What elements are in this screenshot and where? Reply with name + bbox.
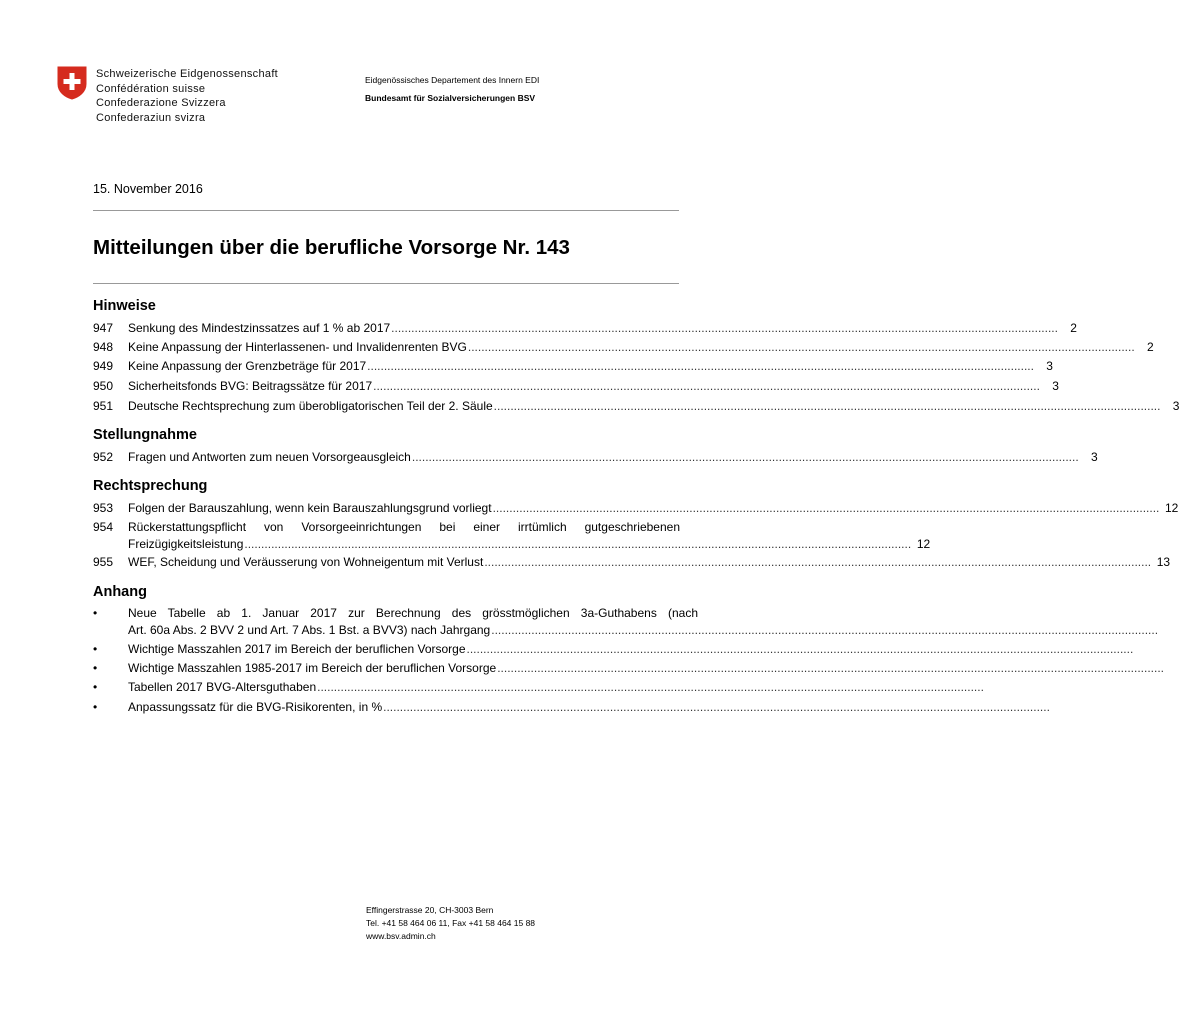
document-date: 15. November 2016 (93, 182, 203, 196)
entry-title-line1: Rückerstattungspflicht von Vorsorgeeinrichtungen bei einer irrtümlich gutgeschriebenen (128, 520, 680, 534)
annex-title: Wichtige Masszahlen 2017 im Bereich der beruflichen Vorsorge (128, 642, 466, 656)
entry-number: 951 (93, 399, 114, 413)
page-number: 3 (1090, 450, 1098, 464)
gov-line-de: Schweizerische Eidgenossenschaft (96, 68, 279, 80)
leader-dots: ........................................................................................................................................................................................................ (493, 399, 1161, 413)
entry-number: 955 (93, 555, 114, 569)
page-number: 3 (1172, 399, 1179, 413)
leader-dots: ........................................................................................................................................................................................................ (244, 537, 912, 551)
entry-title: Keine Anpassung der Hinterlassenen- und Invalidenrenten BVG (128, 340, 467, 354)
confederation-names (96, 67, 278, 125)
entry-title: Deutsche Rechtsprechung zum überobligatorischen Teil der 2. Säule (128, 399, 493, 413)
leader-dots: ........................................................................................................................................................................................................ (497, 661, 1164, 675)
annex-title-line2: Art. 60a Abs. 2 BVV 2 und Art. 7 Abs. 1 Bst. a BVV3) nach Jahrgang (128, 623, 491, 637)
leader-dots: ........................................................................................................................................................................................................ (383, 700, 1050, 714)
page-number: 2 (1147, 340, 1154, 354)
leader-dots: ........................................................................................................................................................................................................ (317, 680, 984, 694)
entry-title: Keine Anpassung der Grenzbeträge für 2017 (128, 359, 367, 373)
bullet-icon: • (93, 700, 98, 714)
leader-dots: ........................................................................................................................................................................................................ (484, 555, 1152, 569)
section-heading-stellungnahme: Stellungnahme (93, 427, 197, 443)
leader-dots: ........................................................................................................................................................................................................ (391, 321, 1058, 335)
entry-number: 947 (93, 321, 114, 335)
leader-dots: ........................................................................................................................................................................................................ (466, 642, 1134, 656)
page-title: Mitteilungen über die berufliche Vorsorge Nr. 143 (93, 236, 570, 259)
footer-street: Effingerstrasse 20, CH-3003 Bern (366, 905, 494, 915)
footer-phone: Tel. +41 58 464 06 11, Fax +41 58 464 15 88 (366, 918, 536, 928)
annex-title: Wichtige Masszahlen 1985-2017 im Bereich der beruflichen Vorsorge (128, 661, 497, 675)
page-number: 3 (1046, 359, 1053, 373)
bullet-icon: • (93, 680, 98, 694)
annex-title: Anpassungssatz für die BVG-Risikorenten, in % (128, 700, 383, 714)
department-block (365, 71, 539, 107)
entry-title-line2: Freizügigkeitsleistung (128, 537, 244, 551)
bullet-icon: • (93, 642, 98, 656)
page-number: 12 (916, 537, 931, 551)
annex-title-line1: Neue Tabelle ab 1. Januar 2017 zur Berechnung des grösstmöglichen 3a-Guthabens (nach (128, 606, 698, 620)
entry-title: Senkung des Mindestzinssatzes auf 1 % ab 2017 (128, 321, 391, 335)
entry-number: 950 (93, 379, 114, 393)
entry-title: Fragen und Antworten zum neuen Vorsorgeausgleich (128, 450, 411, 464)
swiss-coat-of-arms-icon (57, 66, 87, 105)
bullet-icon: • (93, 606, 98, 620)
gov-line-fr: Confédération suisse (96, 82, 206, 95)
annex-title: Tabellen 2017 BVG-Altersguthaben (128, 680, 317, 694)
entry-number: 948 (93, 340, 114, 354)
page-number: 2 (1070, 321, 1077, 335)
leader-dots: ........................................................................................................................................................................................................ (467, 340, 1135, 354)
entry-number: 953 (93, 501, 114, 515)
divider (93, 210, 679, 211)
department-name: Eidgenössisches Departement des Innern EDI (365, 75, 540, 85)
section-heading-anhang: Anhang (93, 584, 147, 600)
leader-dots: ........................................................................................................................................................................................................ (367, 359, 1034, 373)
gov-line-rm: Confederaziun svizra (96, 111, 206, 124)
leader-dots: ........................................................................................................................................................................................................ (492, 501, 1160, 515)
footer-website[interactable]: www.bsv.admin.ch (366, 931, 436, 941)
entry-title: Sicherheitsfonds BVG: Beitragssätze für 2017 (128, 379, 373, 393)
entry-number: 952 (93, 450, 114, 464)
page-number: 13 (1156, 555, 1171, 569)
footer-address (366, 904, 535, 943)
section-heading-rechtsprechung: Rechtsprechung (93, 478, 208, 494)
leader-dots: ........................................................................................................................................................................................................ (411, 450, 1079, 464)
entry-number: 949 (93, 359, 114, 373)
bullet-icon: • (93, 661, 98, 675)
section-heading-hinweise: Hinweise (93, 298, 156, 314)
gov-line-it: Confederazione Svizzera (96, 97, 226, 109)
entry-title: Folgen der Barauszahlung, wenn kein Barauszahlungsgrund vorliegt (128, 501, 492, 515)
divider (93, 283, 679, 284)
leader-dots: ........................................................................................................................................................................................................ (491, 623, 1159, 637)
entry-number: 954 (93, 520, 114, 534)
leader-dots: ........................................................................................................................................................................................................ (373, 379, 1040, 393)
page-number: 3 (1052, 379, 1059, 393)
entry-title: WEF, Scheidung und Veräusserung von Wohneigentum mit Verlust (128, 555, 484, 569)
page-number: 12 (1165, 501, 1179, 515)
office-name: Bundesamt für Sozialversicherungen BSV (365, 93, 536, 103)
